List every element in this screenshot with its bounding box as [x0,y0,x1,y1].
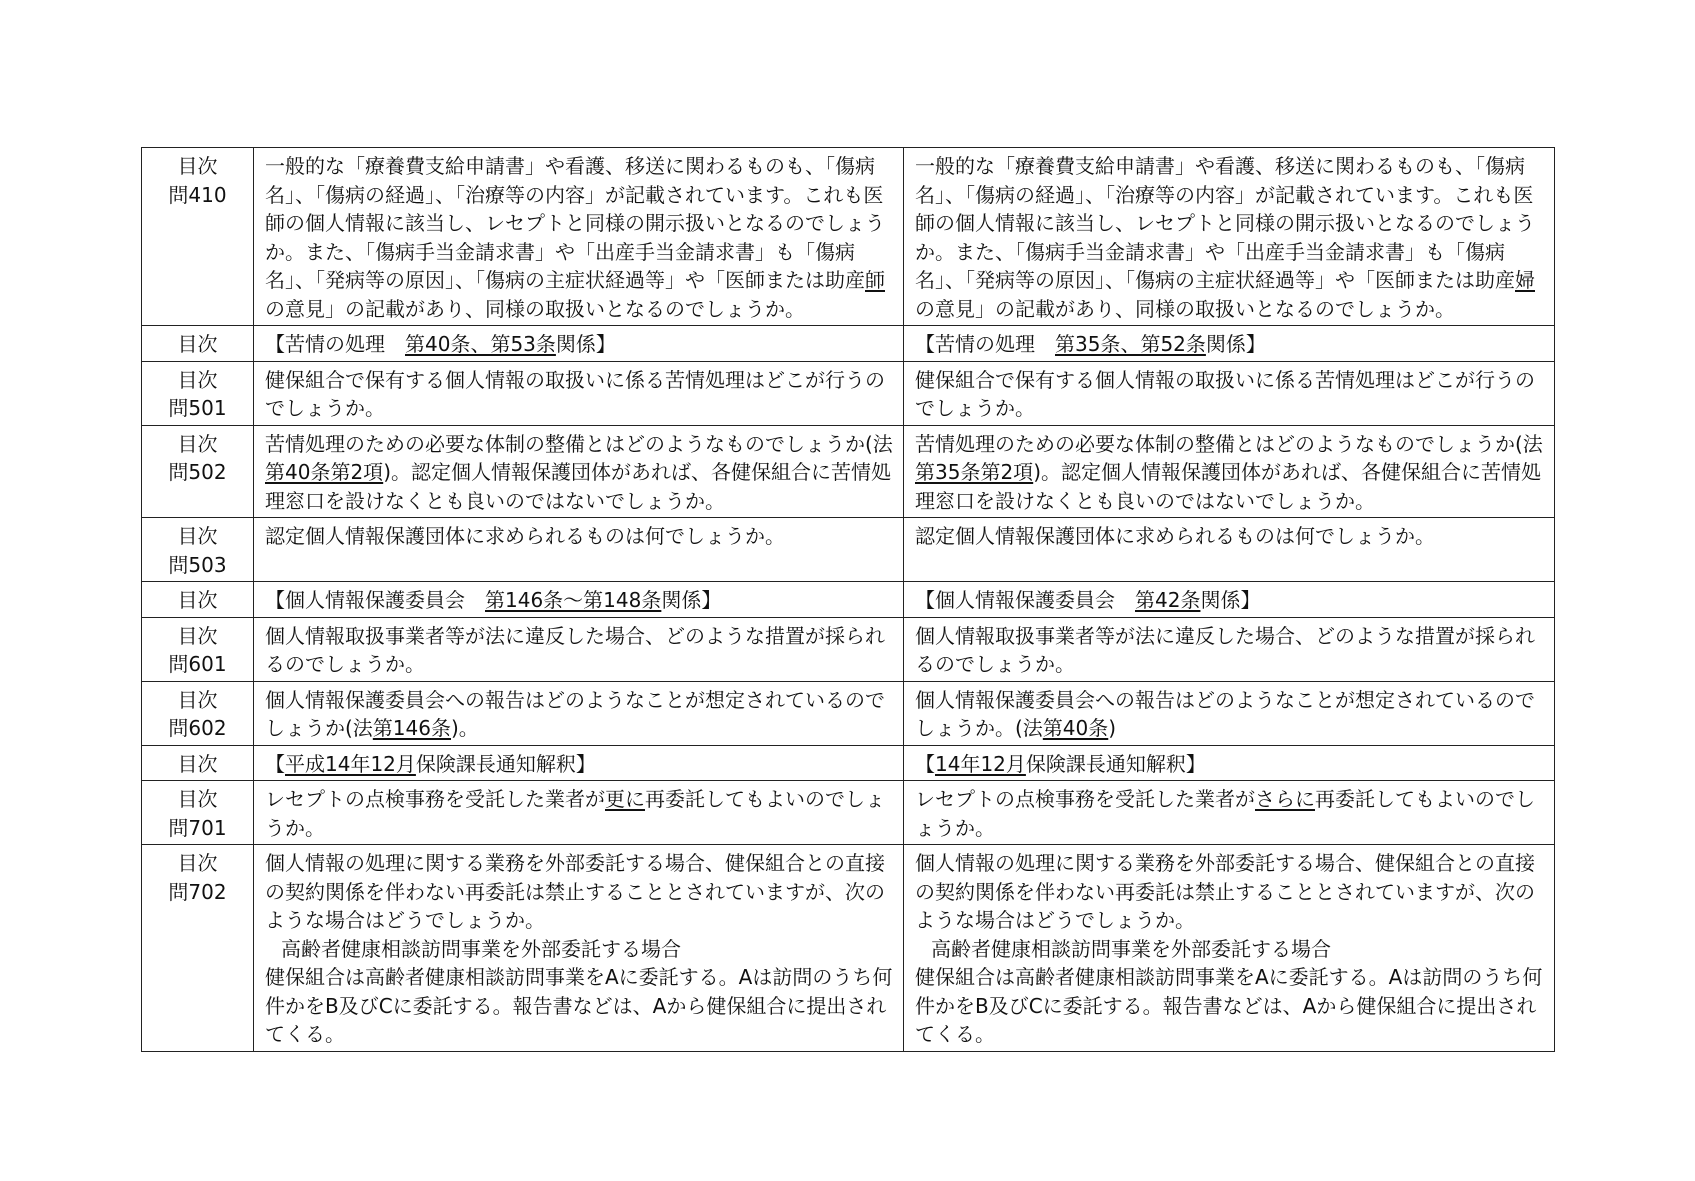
paragraph [265,963,894,1049]
text-segment: 高齢者健康相談訪問事業を外部委託する場合 [931,936,1331,961]
toc-label: 目次 [177,851,218,875]
question-number: 問601 [168,652,227,676]
text-segment: 健保組合で保有する個人情報の取扱いに係る苦情処理はどこが行うのでしょうか。 [915,367,1535,420]
question-number-cell [142,582,254,618]
underlined-text: 第146条 [372,716,451,740]
text-segment: 認定個人情報保護団体に求められるものは何でしょうか。 [915,524,1435,548]
question-number-cell [142,148,254,326]
paragraph [915,330,1545,359]
paragraph [915,622,1545,679]
text-segment: 個人情報保護委員会への報告はどのようなことが想定されているのでしょうか。(法 [915,687,1535,740]
question-number-cell [142,781,254,845]
current-text-cell [904,582,1555,618]
paragraph [265,522,894,551]
current-text-cell [904,518,1555,582]
question-number-cell [142,425,254,518]
table-row [142,326,1555,362]
text-segment: レセプトの点検事務を受託した業者が [915,787,1255,811]
toc-label: 目次 [177,787,218,811]
paragraph [915,366,1545,423]
paragraph [265,622,894,679]
question-number-cell [142,518,254,582]
toc-label: 目次 [177,367,218,392]
text-segment: 認定個人情報保護団体に求められるものは何でしょうか。 [265,524,785,548]
underlined-text: 第40条、第53条 [405,332,556,356]
table-row [142,425,1555,518]
text-segment: 【個人情報保護委員会 [265,588,485,612]
underlined-text: 第35条、第52条 [1055,332,1206,356]
paragraph [915,686,1545,743]
underlined-text: 第35条第2項 [915,460,1034,484]
question-number: 問503 [168,552,227,577]
paragraph [265,935,894,964]
underlined-text: 更に [605,787,645,811]
current-text-cell [904,681,1555,745]
table-row [142,617,1555,681]
question-number-cell [142,617,254,681]
text-segment: 高齢者健康相談訪問事業を外部委託する場合 [281,936,681,961]
text-segment: ) [1108,716,1117,740]
text-segment: レセプトの点検事務を受託した業者が [265,787,605,811]
paragraph [915,963,1545,1049]
comparison-table [141,147,1555,1052]
revised-text-cell [254,425,904,518]
current-text-cell [904,361,1555,425]
paragraph [265,152,894,323]
toc-label: 目次 [177,524,218,548]
current-text-cell [904,617,1555,681]
text-segment: )。 [451,716,479,740]
toc-label: 目次 [177,588,218,612]
text-segment: 再委託してもよいのでしょうか。 [265,787,885,840]
underlined-text: 平成14年12月 [285,751,416,776]
text-segment: 関係】 [661,588,722,612]
paragraph [915,152,1545,323]
text-segment: 関係】 [555,332,616,356]
question-number-cell [142,361,254,425]
current-text-cell [904,845,1555,1052]
current-text-cell [904,425,1555,518]
text-segment: 一般的な「療養費支給申請書」や看護、移送に関わるものも、「傷病名」、「傷病の経過」、「治療等の内容」が記載されています。これも医師の個人情報に該当し、レセプトと同様の開示扱いとなるのでしょうか。また、「傷病手当金請求書」や「出産手当金請求書」も「傷病名」、「発病等の原因」、「傷病の主症状経過等」や「医師または助産 [915,154,1535,292]
question-number-cell [142,845,254,1052]
text-segment: )。認定個人情報保護団体があれば、各健保組合に苦情処理窓口を設けなくとも良いのではないでしょうか。 [915,460,1541,513]
text-segment: 保険課長通知解釈】 [415,751,596,776]
underlined-text: 第40条第2項 [265,460,384,484]
revised-text-cell [254,582,904,618]
question-number: 問702 [168,879,227,904]
paragraph [265,586,894,615]
paragraph [265,430,894,516]
table-row [142,681,1555,745]
underlined-text: 婦 [1515,268,1535,292]
text-segment: 関係】 [1205,332,1266,356]
current-text-cell [904,148,1555,326]
text-segment: 【苦情の処理 [265,332,405,356]
table-row [142,781,1555,845]
text-segment: 【 [915,751,935,776]
toc-label: 目次 [177,431,218,456]
toc-label: 目次 [177,751,218,776]
toc-label: 目次 [177,154,218,178]
table-row [142,845,1555,1052]
revised-text-cell [254,745,904,781]
current-text-cell [904,326,1555,362]
paragraph [915,935,1545,964]
text-segment: 健保組合で保有する個人情報の取扱いに係る苦情処理はどこが行うのでしょうか。 [265,367,885,420]
paragraph [265,785,894,842]
question-number-cell [142,745,254,781]
current-text-cell [904,745,1555,781]
toc-label: 目次 [177,623,218,648]
table-row [142,582,1555,618]
underlined-text: 第40条 [1042,716,1109,740]
table-row [142,745,1555,781]
text-segment: 健保組合は高齢者健康相談訪問事業をAに委託する。Aは訪問のうち何件かをB及びCに委託する。報告書などは、Aから健保組合に提出されてくる。 [265,965,893,1046]
underlined-text: 第146条～第148条 [485,588,662,612]
text-segment: 個人情報の処理に関する業務を外部委託する場合、健保組合との直接の契約関係を伴わない再委託は禁止することとされていますが、次のような場合はどうでしょうか。 [265,851,885,932]
table-row [142,361,1555,425]
text-segment: 【個人情報保護委員会 [915,588,1135,612]
toc-label: 目次 [177,687,218,712]
paragraph [915,750,1545,779]
text-segment: 【 [265,751,285,776]
paragraph [265,686,894,743]
text-segment: 個人情報取扱事業者等が法に違反した場合、どのような措置が採られるのでしょうか。 [265,623,885,676]
paragraph [265,366,894,423]
paragraph [265,330,894,359]
revised-text-cell [254,681,904,745]
paragraph [915,522,1545,551]
revised-text-cell [254,361,904,425]
current-text-cell [904,781,1555,845]
revised-text-cell [254,518,904,582]
revised-text-cell [254,845,904,1052]
revised-text-cell [254,148,904,326]
text-segment: 再委託してもよいのでしょうか。 [915,787,1535,840]
paragraph [915,785,1545,842]
text-segment: の意見」の記載があり、同様の取扱いとなるのでしょうか。 [915,296,1455,321]
paragraph [915,849,1545,935]
text-segment: 一般的な「療養費支給申請書」や看護、移送に関わるものも、「傷病名」、「傷病の経過」、「治療等の内容」が記載されています。これも医師の個人情報に該当し、レセプトと同様の開示扱いとなるのでしょうか。また、「傷病手当金請求書」や「出産手当金請求書」も「傷病名」、「発病等の原因」、「傷病の主症状経過等」や「医師または助産 [265,154,885,292]
text-segment: 健保組合は高齢者健康相談訪問事業をAに委託する。Aは訪問のうち何件かをB及びCに委託する。報告書などは、Aから健保組合に提出されてくる。 [915,965,1543,1046]
question-number-cell [142,326,254,362]
text-segment: 【苦情の処理 [915,332,1055,356]
underlined-text: 師 [865,268,885,292]
question-number: 問701 [168,815,227,840]
text-segment: の意見」の記載があり、同様の取扱いとなるのでしょうか。 [265,296,805,321]
paragraph [265,849,894,935]
question-number-cell [142,681,254,745]
text-segment: 個人情報の処理に関する業務を外部委託する場合、健保組合との直接の契約関係を伴わない再委託は禁止することとされていますが、次のような場合はどうでしょうか。 [915,851,1535,932]
paragraph [915,430,1545,516]
text-segment: 保険課長通知解釈】 [1025,751,1206,776]
text-segment: 苦情処理のための必要な体制の整備とはどのようなものでしょうか(法 [915,431,1543,456]
text-segment: )。認定個人情報保護団体があれば、各健保組合に苦情処理窓口を設けなくとも良いのではないでしょうか。 [265,460,891,513]
table-row [142,518,1555,582]
question-number: 問410 [168,182,227,207]
text-segment: 関係】 [1200,588,1261,612]
table-row [142,148,1555,326]
underlined-text: 第42条 [1135,588,1201,612]
underlined-text: さらに [1255,787,1315,811]
question-number: 問501 [168,396,227,420]
revised-text-cell [254,781,904,845]
paragraph [265,750,894,779]
text-segment: 個人情報保護委員会への報告はどのようなことが想定されているのでしょうか(法 [265,687,885,740]
text-segment: 苦情処理のための必要な体制の整備とはどのようなものでしょうか(法 [265,431,893,456]
revised-text-cell [254,617,904,681]
paragraph [915,586,1545,615]
text-segment: 個人情報取扱事業者等が法に違反した場合、どのような措置が採られるのでしょうか。 [915,623,1535,676]
question-number: 問602 [168,716,227,740]
toc-label: 目次 [177,332,218,356]
revised-text-cell [254,326,904,362]
question-number: 問502 [168,460,227,484]
underlined-text: 14年12月 [935,751,1026,776]
